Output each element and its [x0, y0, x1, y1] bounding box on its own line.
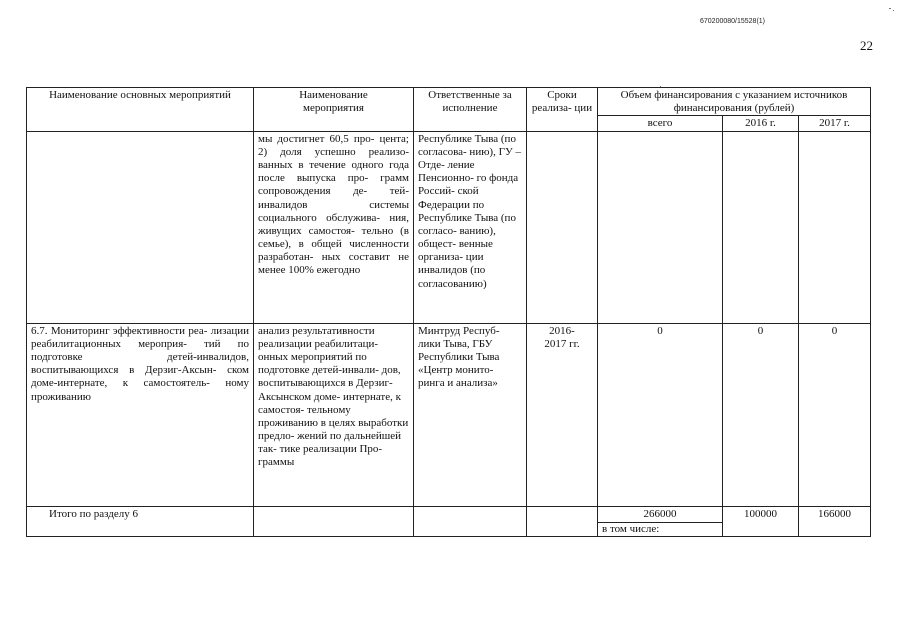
header-timeline: Сроки реализа- ции	[527, 88, 598, 132]
cell-responsible	[414, 506, 527, 536]
header-activity-name: Наименование мероприятия	[254, 88, 414, 132]
total-sum: 266000	[643, 507, 677, 520]
cell-total: 0	[598, 323, 723, 506]
total-row	[27, 506, 871, 536]
cell-2016	[723, 131, 799, 323]
header-row	[27, 88, 871, 116]
header-2017: 2017 г.	[799, 116, 871, 131]
scan-speck	[889, 8, 891, 9]
total-label: Итого по разделу 6	[27, 506, 254, 536]
cell-activity-name: мы достигнет 60,5 про- цента; 2) доля успешно реализо- ванных в течение одного года после выпуска про- грамм сопровождения де- тей-инвалидов системы социального обслужива- ния, живущих самостоя- тельно (в семье), в общей численности разработан- ных составит не менее 100% ежегодно	[254, 131, 414, 323]
table-row	[27, 131, 871, 323]
header-responsible: Ответственные за исполнение	[414, 88, 527, 132]
cell-2017: 0	[799, 323, 871, 506]
header-2016: 2016 г.	[723, 116, 799, 131]
header-main-activities: Наименование основных мероприятий	[27, 88, 254, 132]
cell-2016: 0	[723, 323, 799, 506]
including-label: в том числе:	[598, 522, 722, 536]
page-number: 22	[860, 38, 873, 53]
cell-responsible: Республике Тыва (по согласова- нию), ГУ – Отде- ление Пенсионно- го фонда Россий- ской Федерации по Республике Тыва (по согласо- ванию), общест- венные организа- ции инвалидов (по согласованию)	[414, 131, 527, 323]
cell-timeline: 2016- 2017 гг.	[527, 323, 598, 506]
cell-2017	[799, 131, 871, 323]
header-total: всего	[598, 116, 723, 131]
cell-responsible: Минтруд Респуб- лики Тыва, ГБУ Республики Тыва «Центр монито- ринга и анализа»	[414, 323, 527, 506]
cell-activity-name: анализ результативности реализации реабилитаци- онных мероприятий по подготовке детей-инвали- дов, воспитывающихся в Дерзиг-Аксынском доме- интернате, к самостоя- тельному проживанию в целях выработки предло- жений по дальнейшей так- тике реализации Про- граммы	[254, 323, 414, 506]
cell-total	[598, 131, 723, 323]
program-table	[26, 87, 871, 537]
cell-main-activity: 6.7. Мониторинг эффективности реа- лизации реабилитационных мероприя- тий по подготовке детей-инвалидов, воспитывающихся в Дерзиг-Аксын- ском доме-интернате, к самостоятель- ному проживанию	[27, 323, 254, 506]
total-sum-cell	[598, 506, 723, 536]
document-id: 670200080/15528(1)	[700, 18, 766, 25]
scan-speck	[893, 10, 894, 11]
total-2017: 166000	[799, 506, 871, 536]
cell-timeline	[527, 506, 598, 536]
total-2016: 100000	[723, 506, 799, 536]
cell-activity-name	[254, 506, 414, 536]
cell-timeline	[527, 131, 598, 323]
table-row	[27, 323, 871, 506]
header-funding: Объем финансирования с указанием источников финансирования (рублей)	[598, 88, 871, 116]
cell-main-activity	[27, 131, 254, 323]
